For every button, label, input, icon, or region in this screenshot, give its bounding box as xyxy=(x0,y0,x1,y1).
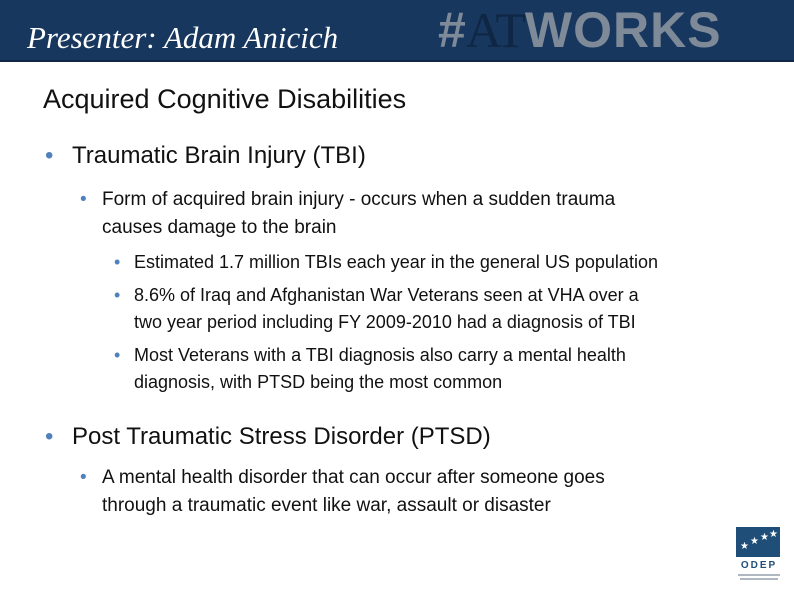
logo-subtext-line xyxy=(738,574,780,576)
bullet-ptsd xyxy=(45,423,491,451)
brand-works: WORKS xyxy=(524,2,722,58)
star-icon: ★ xyxy=(750,536,759,547)
star-icon: ★ xyxy=(760,532,769,543)
bullet-tbi-fact-3 xyxy=(114,342,626,396)
bullet-dot: • xyxy=(45,142,54,169)
fact-2-line1: 8.6% of Iraq and Afghanistan War Veterans seen at VHA over a xyxy=(134,285,639,305)
brand-hash: # xyxy=(438,2,466,58)
tbi-definition-line1: Form of acquired brain injury - occurs when a sudden trauma xyxy=(102,189,616,210)
ptsd-definition-line1: A mental health disorder that can occur after someone goes xyxy=(102,467,605,488)
ptsd-definition-line2: through a traumatic event like war, assault or disaster xyxy=(102,495,551,516)
odep-logo xyxy=(736,527,782,583)
bullet-dot: • xyxy=(80,467,87,488)
fact-2-line2: two year period including FY 2009-2010 had a diagnosis of TBI xyxy=(134,312,636,332)
bullet-tbi-fact-1 xyxy=(114,249,658,276)
atworks-brand xyxy=(438,0,722,60)
bullet-dot: • xyxy=(80,189,87,210)
ptsd-heading: Post Traumatic Stress Disorder (PTSD) xyxy=(72,423,491,450)
tbi-heading: Traumatic Brain Injury (TBI) xyxy=(72,142,366,169)
logo-subtext-line xyxy=(740,578,778,580)
bullet-tbi xyxy=(45,142,366,170)
logo-star-box xyxy=(736,527,780,557)
bullet-dot: • xyxy=(114,345,121,365)
star-icon: ★ xyxy=(769,529,778,540)
logo-text: ODEP xyxy=(740,560,778,571)
bullet-dot: • xyxy=(114,252,121,272)
bullet-tbi-fact-2 xyxy=(114,282,639,336)
bullet-ptsd-definition xyxy=(80,464,605,520)
bullet-dot: • xyxy=(45,423,54,450)
presenter-name: Presenter: Adam Anicich xyxy=(27,20,339,55)
fact-3-line2: diagnosis, with PTSD being the most common xyxy=(134,372,503,392)
tbi-definition-line2: causes damage to the brain xyxy=(102,217,337,238)
slide-title: Acquired Cognitive Disabilities xyxy=(43,84,407,114)
header-banner xyxy=(0,0,794,62)
bullet-tbi-definition xyxy=(80,186,615,242)
star-icon: ★ xyxy=(740,541,749,552)
fact-3-line1: Most Veterans with a TBI diagnosis also carry a mental health xyxy=(134,345,626,365)
brand-at: AT xyxy=(465,2,525,58)
fact-1-line1: Estimated 1.7 million TBIs each year in the general US population xyxy=(134,252,658,272)
bullet-dot: • xyxy=(114,285,121,305)
